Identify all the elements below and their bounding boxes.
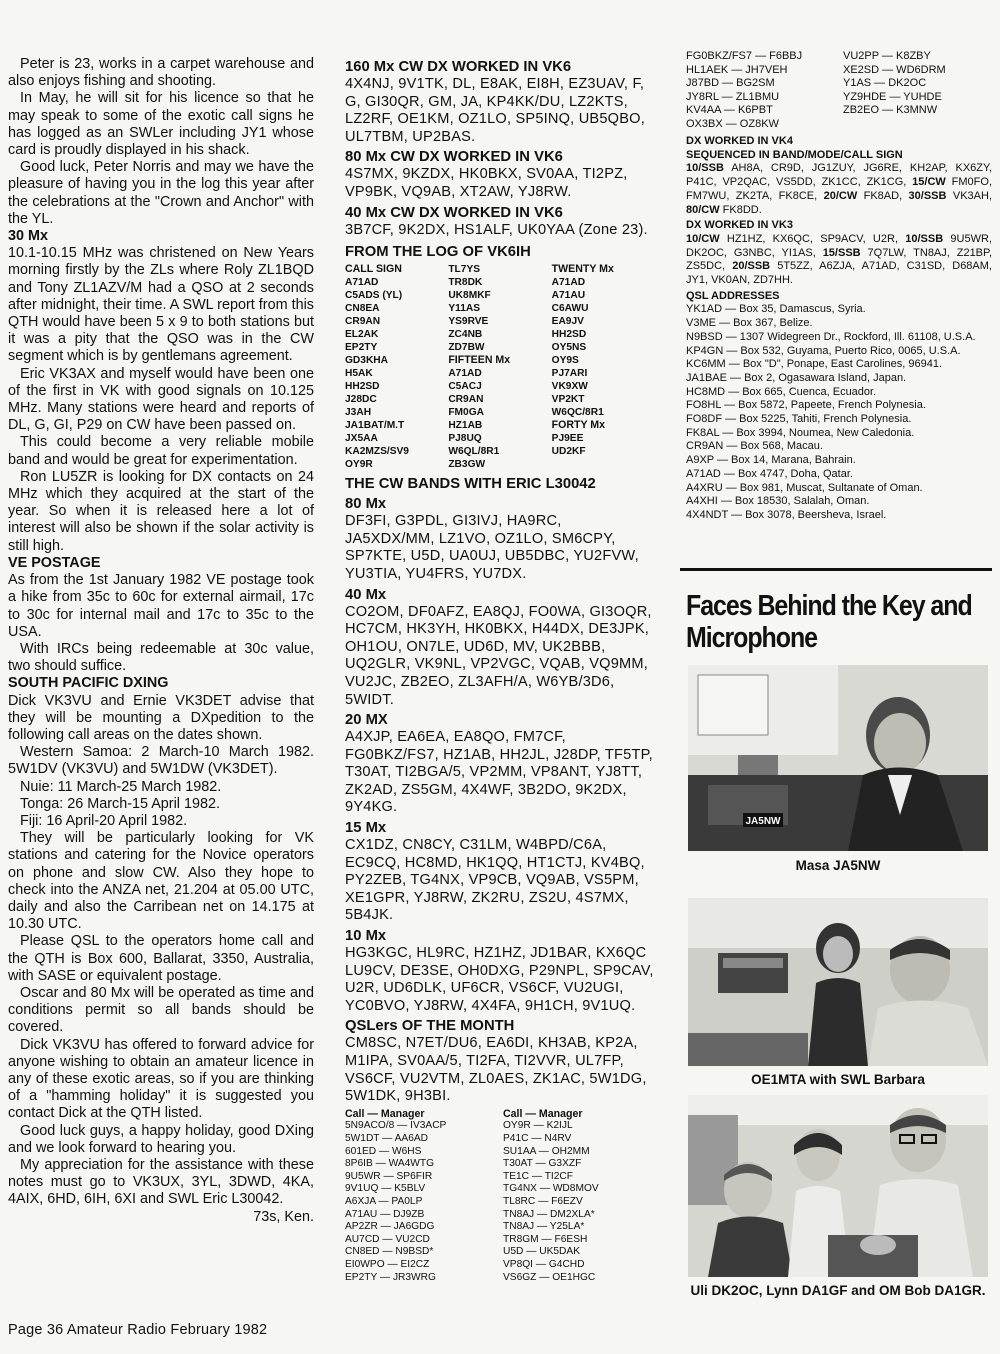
qsl-address-list [686, 303, 992, 522]
photo-masa [688, 665, 988, 851]
cm-entry: 9V1UQ — K5BLV [345, 1183, 426, 1195]
intro-para-2: In May, he will sit for his licence so that he may speak to some of the exotic call signs he has logged as an SWLer including JY1 whose card is proudly displayed in his shack. [8, 90, 314, 159]
cm-entry: TL8RC — F6EZV [503, 1195, 583, 1207]
qsl-address: FO8DF — Box 5225, Tahiti, French Polynesia. [686, 413, 912, 426]
mode-calls: FK8DD. [719, 203, 762, 216]
log-entry: W6QL/8R1 [448, 446, 500, 458]
heading-40mx-eric: 40 Mx [345, 586, 387, 603]
qsl-address: YK1AD — Box 35, Damascus, Syria. [686, 303, 866, 316]
qsl-address: A4XHI — Box 18530, Salalah, Oman. [686, 495, 870, 508]
caption-oe1mta: OE1MTA with SWL Barbara [751, 1072, 925, 1087]
heading-log-vk6ih: FROM THE LOG OF VK6IH [345, 244, 531, 261]
log-entry: UK8MKF [448, 290, 491, 302]
log-entry: HH2SD [345, 381, 380, 393]
heading-qsl-addresses: QSL ADDRESSES [686, 289, 780, 302]
manager-entry: JY8RL — ZL1BMU [686, 90, 780, 103]
cm-entry: VP8QI — G4CHD [503, 1258, 585, 1270]
log-entry: KA2MZS/SV9 [345, 446, 409, 458]
vk4-list [686, 162, 992, 217]
log-header: CALL SIGN [345, 263, 402, 276]
cm-entry: AU7CD — VU2CD [345, 1233, 430, 1245]
p30-2: Eric VK3AX and myself would have been one of the first in VK with good signals on 10.125 MHz. Many stations were heard and reports of DL, G, GI, P29 on CW have been passed on. [8, 365, 314, 434]
mode-calls: 7Q7LW, TN8AJ, Z21BP, ZS5DC, [686, 246, 992, 273]
log-column-1 [345, 263, 448, 471]
heading-80mx: 80 Mx CW DX WORKED IN VK6 [345, 149, 563, 166]
log-entry: OY9R [345, 459, 373, 471]
cm-right [503, 1108, 655, 1284]
log-entry: J3AH [345, 407, 372, 419]
qsl-address: HC8MD — Box 665, Cuenca, Ecuador. [686, 385, 877, 398]
log-entry: W6QC/8R1 [551, 407, 604, 419]
list-80mx-eric: DF3FI, G3PDL, GI3IVJ, HA9RC, JA5XDX/MM, LZ1VO, OZ1LO, SM6CPY, SP7KTE, U5D, UA0UJ, UB5DBC, YU2FVW, YU3TIA, YU4FRS, YU7DX. [345, 513, 639, 582]
log-entry: JX5AA [345, 433, 378, 445]
cm-entry: U5D — UK5DAK [503, 1246, 580, 1258]
mode-label: 10/SSB [905, 232, 944, 245]
manager-entry: OX3BX — OZ8KW [686, 117, 779, 130]
manager-entry: YZ9HDE — YUHDE [843, 90, 942, 103]
log-entry: HH2SD [551, 329, 587, 341]
log-entry: YS9RVE [448, 316, 489, 328]
list-40mx: 3B7CF, 9K2DX, HS1ALF, UK0YAA (Zone 23). [345, 221, 648, 238]
log-table [345, 263, 655, 471]
photo-group [688, 1095, 988, 1277]
cm-entry: AP2ZR — JA6GDG [345, 1221, 435, 1233]
p30-1: 10.1-10.15 MHz was christened on New Years morning firstly by the ZLs where Roly ZL1BQD and Tony ZL1AZV/M had a QSO at 2 seconds after midnight, their time. A SWL report from this QTH would have been 5 x 9 to both stations but it was a pity that the QSO was in the CW segment which is by gentlemans agreement. [8, 245, 314, 365]
psp-5: Dick VK3VU has offered to forward advice for anyone wishing to obtain an amateur licence in any of these exotic areas, so if you are thinking of a "hamming holiday" it is suggested you contact Dick at the QTH listed. [8, 1036, 314, 1122]
manager-entry: J87BD — BG2SM [686, 77, 775, 89]
mode-calls: 5T5ZZ, A6ZJA, A71AD, C31SD, D68AM, JY1, VK0AN, ZD7HH. [686, 260, 992, 287]
log-entry: CR9AN [448, 394, 484, 406]
intro-para-3: Good luck, Peter Norris and may we have the pleasure of having you in the log this year after the celebrations at the "Crown and Anchor" with the YL. [8, 159, 314, 227]
heading-40mx: 40 Mx CW DX WORKED IN VK6 [345, 204, 563, 221]
cm-entry: T30AT — G3XZF [503, 1158, 582, 1170]
log-entry: J28DC [345, 394, 377, 406]
cm-entry: 5W1DT — AA6AD [345, 1132, 429, 1144]
cm-entry: TN8AJ — Y25LA* [503, 1221, 585, 1233]
closing-para [8, 1157, 314, 1225]
log-entry: ZD7BW [448, 342, 485, 354]
sched-3: Tonga: 26 March-15 April 1982. [20, 795, 220, 812]
manager-entry: VU2PP — K8ZBY [843, 50, 931, 62]
sign-off: 73s, Ken. [253, 1208, 314, 1225]
cm-entry: VS6GZ — OE1HGC [503, 1271, 596, 1283]
log-entry: HZ1AB [448, 420, 483, 432]
section-rule [680, 568, 992, 571]
list-15mx-eric: CX1DZ, CN8CY, C31LM, W4BPD/C6A, EC9CQ, HC8MD, HK1QQ, HT1CTJ, KV4BQ, PY2ZEB, TG4NX, VP9CB, VQ9AB, VS5PM, XE1GPR, YJ8RW, ZK2RU, ZS2U, 4S7MX, 5B4JK. [345, 837, 645, 924]
cm-entry: TR8GM — F6ESH [503, 1233, 588, 1245]
heading-30mx: 30 Mx [8, 228, 48, 245]
mode-label: 80/CW [686, 203, 720, 216]
cm-entry: 5N9ACO/8 — IV3ACP [345, 1120, 447, 1132]
log-entry: EP2TY [345, 342, 378, 354]
log-entry: JA1BAT/M.T [345, 420, 405, 432]
qsl-address: N9BSD — 1307 Widegreen Dr., Rockford, Ill. 61108, U.S.A. [686, 330, 976, 343]
cm-left-list [345, 1120, 497, 1284]
log-column-3 [552, 263, 655, 471]
pve-2: With IRCs being redeemable at 30c value, two should suffice. [8, 640, 314, 675]
heading-15mx-eric: 15 Mx [345, 820, 387, 837]
caption-masa: Masa JA5NW [795, 858, 881, 873]
heading-vk4: DX WORKED IN VK4 [686, 135, 793, 147]
sched-4: Fiji: 16 April-20 April 1982. [20, 812, 188, 829]
qsl-address: FK8AL — Box 3994, Noumea, New Caledonia. [686, 426, 915, 439]
qsl-address: V3ME — Box 367, Belize. [686, 317, 813, 330]
mode-label: 20/CW [823, 189, 858, 202]
psp-6: Good luck guys, a happy holiday, good DXing and we look forward to hearing you. [8, 1122, 314, 1156]
manager-right-list [843, 50, 992, 131]
heading-vk4-seq: SEQUENCED IN BAND/MODE/CALL SIGN [686, 148, 903, 161]
log-entry: A71AD [448, 368, 482, 380]
mode-calls: FM0FO, FM7WU, ZK2TA, FK8CE, [686, 176, 992, 202]
psp-intro: Dick VK3VU and Ernie VK3DET advise that they will be mounting a DXpedition to the following call areas on the dates shown. [8, 692, 314, 743]
cm-right-list [503, 1120, 655, 1284]
log-entry: PJ7ARI [551, 368, 588, 380]
list-qslers: CM8SC, N7ET/DU6, EA6DI, KH3AB, KP2A, M1IPA, SV0AA/5, TI2FA, TI2VVR, UL7FP, VS6CF, VU2VTM, ZL0AES, ZK1AC, 5W1DG, 5W1DK, 9H3BI. [345, 1035, 647, 1105]
log-entry: EL2AK [345, 329, 379, 341]
log-entry: TR8DK [448, 277, 483, 289]
photo-masa-image [688, 665, 988, 851]
mode-label: 15/SSB [822, 246, 861, 259]
manager-entry: KV4AA — K6PBT [686, 104, 773, 116]
qsl-address: KP4GN — Box 532, Guyama, Puerto Rico, 0065, U.S.A. [686, 344, 961, 357]
qsl-address: CR9AN — Box 568, Macau. [686, 440, 823, 453]
feature-title: Faces Behind the Key and Microphone [686, 590, 972, 654]
sched-1: Western Samoa: 2 March-10 March 1982. 5W1DV (VK3VU) and 5W1DW (VK3DET). [8, 744, 314, 778]
pve-1: As from the 1st January 1982 VE postage took a hike from 35c to 60c for external airmail, 17c to 30c for internal mail and 17c to 35c to the USA. [8, 572, 314, 640]
log-entry: OY5NS [551, 342, 587, 354]
manager-left-list [686, 50, 835, 131]
cm-entry: P41C — N4RV [503, 1132, 572, 1144]
log-entry: PJ9EE [551, 433, 584, 445]
qsl-address: 4X4NDT — Box 3078, Beersheva, Israel. [686, 508, 887, 521]
cm-entry: CN8ED — N9BSD* [345, 1246, 434, 1258]
cm-entry: A6XJA — PA0LP [345, 1195, 423, 1207]
manager-continued [686, 50, 992, 131]
log-entry: OY9S [551, 355, 579, 367]
caption-group: Uli DK2OC, Lynn DA1GF and OM Bob DA1GR. [690, 1283, 986, 1298]
cm-entry: TE1C — TI2CF [503, 1170, 574, 1182]
heading-80mx-eric: 80 Mx [345, 496, 387, 513]
list-10mx-eric: HG3KGC, HL9RC, HZ1HZ, JD1BAR, KX6QC LU9CV, DE3SE, OH0DXG, P29NPL, SP9CAV, U2R, UD6DLK, UF6CR, VS6CF, VU2UGI, YC0BVO, YJ8RW, 4X4FA, 9H1CH, 9V1UQ. [345, 945, 654, 1014]
qsl-address: A71AD — Box 4747, Doha, Qatar. [686, 467, 853, 480]
cm-entry: TN8AJ — DM2XLA* [503, 1208, 595, 1220]
log-entry: CR9AN [345, 316, 381, 328]
p30-3: This could become a very reliable mobile band and would be great for experimentation. [8, 434, 314, 468]
photo-oe1mta [688, 898, 988, 1066]
qsl-address: JA1BAE — Box 2, Ogasawara Island, Japan. [686, 371, 907, 384]
cm-entry: OY9R — K2IJL [503, 1120, 573, 1132]
psp-4: Oscar and 80 Mx will be operated as time and conditions permit so all bands should be covered. [8, 984, 314, 1036]
mode-label: 10/SSB [686, 162, 724, 175]
log-header: FIFTEEN Mx [448, 354, 511, 367]
log-entry: CN8EA [345, 303, 380, 315]
log-entry: C5ACJ [448, 381, 482, 393]
qsl-address: A4XRU — Box 981, Muscat, Sultanate of Oman. [686, 481, 923, 494]
vk3-list [686, 233, 992, 288]
intro-para-1: Peter is 23, works in a carpet warehouse and also enjoys fishing and shooting. [8, 56, 314, 90]
cm-entry: EP2TY — JR3WRG [345, 1271, 436, 1283]
log-column-2 [448, 263, 551, 471]
cm-left [345, 1108, 497, 1284]
heading-south-pacific: SOUTH PACIFIC DXING [8, 675, 169, 692]
log-entry: ZC4NB [448, 329, 483, 341]
cm-entry: EI0WPO — EI2CZ [345, 1258, 430, 1270]
mode-calls: AH8A, CR9D, JG1ZUY, JG6RE, KH2AP, KX6ZY, P41C, VP2QAC, VS5DD, ZK1CC, ZK1CG, [686, 162, 992, 189]
log-entry: C5ADS (YL) [345, 290, 403, 302]
photo-group-image [688, 1095, 988, 1277]
manager-entry: FG0BKZ/FS7 — F6BBJ [686, 50, 803, 62]
log-entry: PJ8UQ [448, 433, 482, 445]
qsl-address: A9XP — Box 14, Marana, Bahrain. [686, 454, 856, 467]
qsl-address: FO8HL — Box 5872, Papeete, French Polynesia. [686, 399, 926, 412]
cm-head-left: Call — Manager [345, 1107, 425, 1120]
heading-qslers: QSLers OF THE MONTH [345, 1018, 515, 1035]
log-header: TWENTY Mx [551, 263, 614, 276]
mode-calls: FK8AD, [857, 189, 909, 202]
manager-entry: HL1AEK — JH7VEH [686, 63, 788, 76]
log-entry: Y11AS [448, 303, 481, 315]
sched-2: Nuie: 11 March-25 March 1982. [20, 778, 222, 795]
log-entry: H5AK [345, 368, 373, 380]
photo1-callsign: JA5NW [745, 816, 781, 827]
log-entry: A71AD [551, 277, 586, 289]
closing-text: My appreciation for the assistance with these notes must go to VK3UX, 3YL, 3DWD, 4KA, 4AIX, 6HD, 6IH, 6XI and SWL Eric L30042. [8, 1157, 314, 1208]
list-160mx: 4X4NJ, 9V1TK, DL, E8AK, EI8H, EZ3UAV, F, G, GI30QR, GM, JA, KP4KK/DU, LZ2KTS, LZ2RF, OE1KM, OZ1LO, SP5INQ, UB5QBO, UL7TBM, UP2BAS. [345, 76, 645, 145]
heading-20mx-eric: 20 MX [345, 712, 388, 729]
log-entry: GD3KHA [345, 355, 389, 367]
heading-10mx-eric: 10 Mx [345, 928, 387, 945]
log-entry: VK9XW [551, 381, 588, 393]
log-entry: ZB3GW [448, 459, 486, 471]
psp-2: They will be particularly looking for VK stations and catering for the Novice operators on phone and slow CW. Also they hope to check into the ANZA net, 21.204 at 05.00 UTC, daily and also the Carribean net on 14.175 at 10.30 UTC. [8, 830, 314, 933]
photo-oe1mta-image [688, 898, 988, 1066]
cm-entry: 601ED — W6HS [345, 1145, 422, 1157]
log-header: FORTY Mx [551, 419, 606, 432]
column-right [686, 50, 992, 523]
psp-3: Please QSL to the operators home call and the QTH is Box 600, Ballarat, 3350, Australia, with SASE or equivalent postage. [8, 933, 314, 984]
log-entry: TL7YS [448, 264, 481, 276]
cm-entry: 9U5WR — SP6FIR [345, 1170, 433, 1182]
mode-label: 20/SSB [732, 260, 771, 273]
call-manager-table [345, 1108, 655, 1284]
column-middle [345, 56, 655, 1284]
manager-entry: XE2SD — WD6DRM [843, 63, 946, 76]
list-20mx-eric: A4XJP, EA6EA, EA8QO, FM7CF, FG0BKZ/FS7, HZ1AB, HH2JL, J28DP, TF5TP, T30AT, TI2BGA/5, VP2MM, VP8ANT, YJ8TT, ZK2AD, ZS5GM, 4X4WF, 3B2DO, 9K2DX, 9Y4KG. [345, 729, 653, 816]
qsl-address: KC6MM — Box "D", Ponape, East Carolines, 96941. [686, 358, 943, 371]
mode-label: 15/CW [912, 176, 946, 189]
page-footer: Page 36 Amateur Radio February 1982 [8, 1322, 268, 1338]
heading-vk3: DX WORKED IN VK3 [686, 219, 793, 232]
heading-160mx: 160 Mx CW DX WORKED IN VK6 [345, 59, 572, 75]
list-80mx: 4S7MX, 9KZDX, HK0BKX, SV0AA, TI2PZ, VP9BK, VQ9AB, XT2AW, YJ8RW. [345, 166, 628, 200]
log-entry: UD2KF [551, 446, 586, 458]
log-entry: EA9JV [551, 316, 584, 328]
mode-calls: HZ1HZ, KX6QC, SP9ACV, U2R, [719, 232, 906, 245]
log-entry: VP2KT [551, 394, 585, 406]
cm-entry: TG4NX — WD8MOV [503, 1183, 599, 1195]
mode-calls: VK3AH, [946, 189, 993, 202]
log-entry: A71AD [345, 277, 379, 289]
mode-label: 30/SSB [908, 189, 947, 202]
log-entry: FM0GA [448, 407, 484, 419]
list-40mx-eric: CO2OM, DF0AFZ, EA8QJ, FO0WA, GI3OQR, HC7CM, HK3YH, HK0BKX, H44DX, DE3JPK, OH1OU, ON7LE, UD6D, MV, UK2BBB, UQ2GLR, VK9NL, VP2VGC, VQAB, VQ9MM, VU2JC, ZB2EO, ZL3AFH/A, W6YB/3D6, 5WIDT. [345, 603, 652, 708]
heading-cw-eric: THE CW BANDS WITH ERIC L30042 [345, 476, 596, 493]
log-entry: A71AU [551, 290, 586, 302]
mode-calls: 9U5WR, DK2OC, G3NBC, YI1AS, [686, 232, 992, 259]
cm-entry: A71AU — DJ9ZB [345, 1208, 425, 1220]
cm-head-right: Call — Manager [503, 1107, 583, 1120]
manager-entry: Y1AS — DK2OC [843, 77, 927, 89]
cm-entry: SU1AA — OH2MM [503, 1145, 590, 1157]
column-left [8, 56, 314, 1226]
cm-entry: 8P6IB — WA4WTG [345, 1158, 435, 1170]
manager-entry: ZB2EO — K3MNW [843, 104, 938, 116]
heading-ve-postage: VE POSTAGE [8, 554, 101, 571]
mode-label: 10/CW [686, 232, 720, 245]
log-entry: C6AWU [551, 303, 589, 315]
p30-4: Ron LU5ZR is looking for DX contacts on 24 MHz which they acquired at the start of the year. So when it is released here a lot of interest will also be shown if the solar activity is still high. [8, 468, 314, 554]
